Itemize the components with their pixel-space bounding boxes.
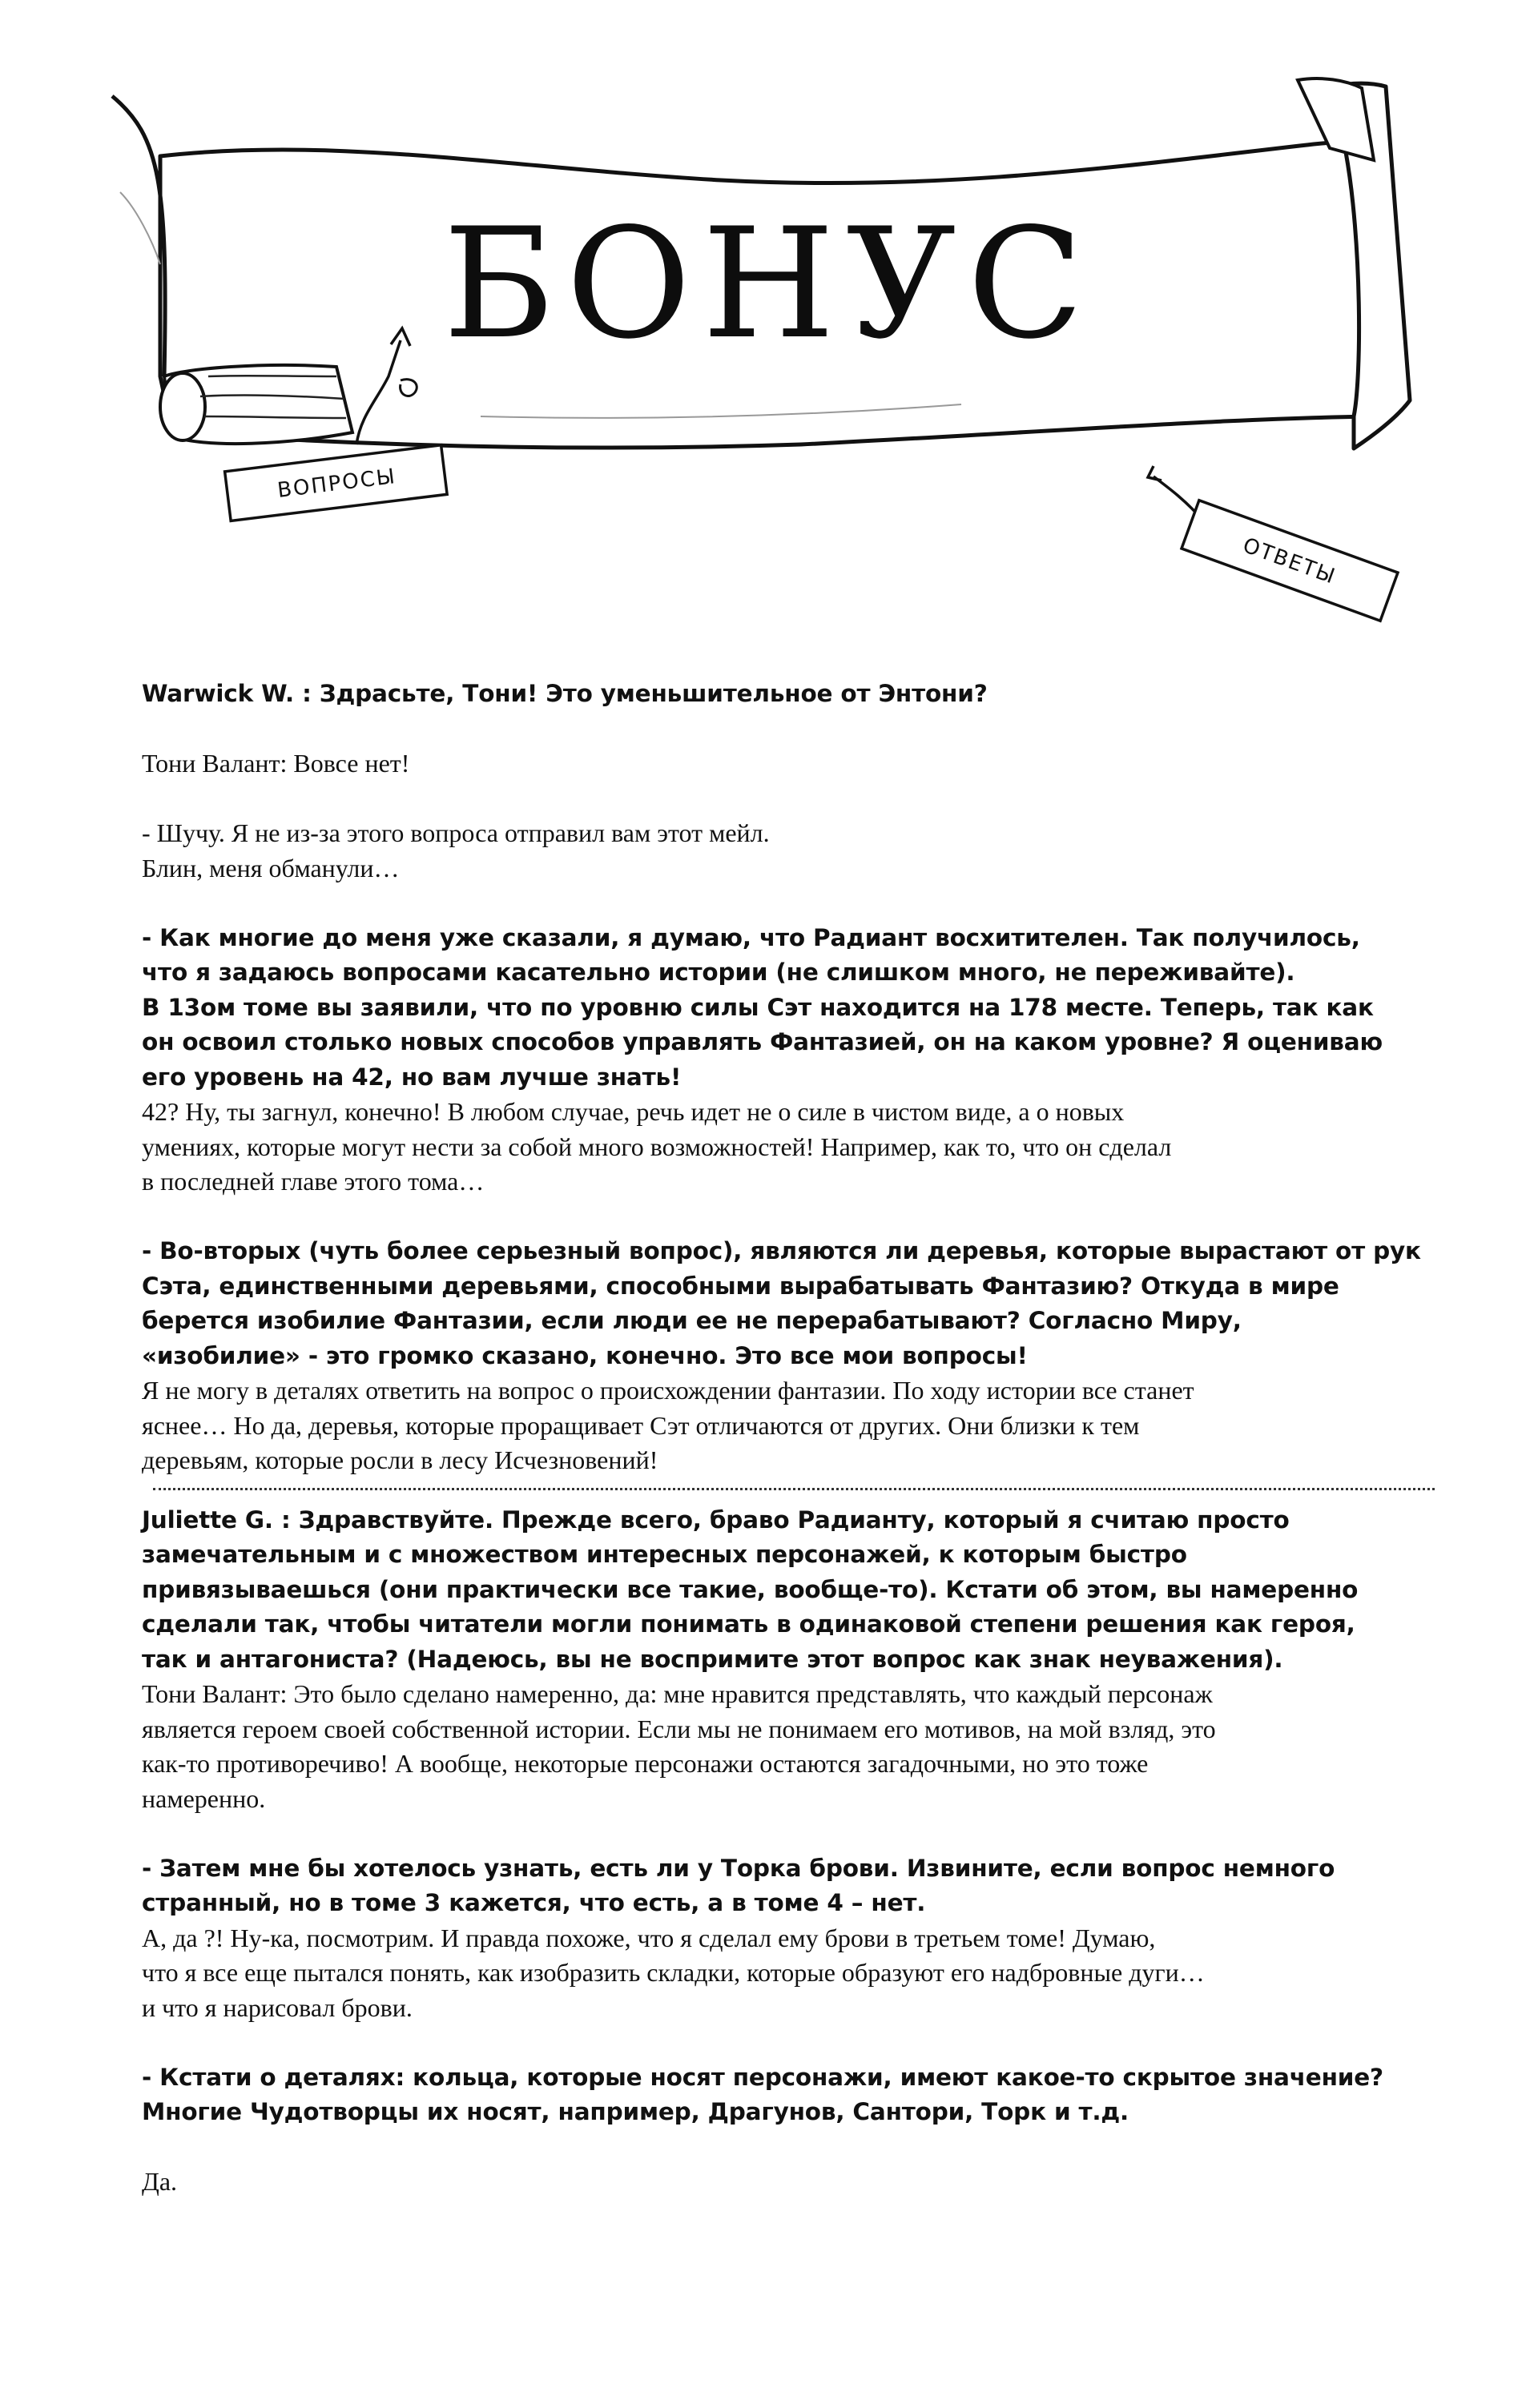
question-rings: - Кстати о деталях: кольца, которые носят персонажи, имеют какое-то скрытое значение? Многие Чудотворцы их носят, например, Драгунов, Сантори, Торк и т.д. (142, 2063, 1383, 2125)
question-trees-fantasy: - Во-вторых (чуть более серьезный вопрос), являются ли деревья, которые вырастают от рук Сэта, единственными деревьями, способными вырабатывать Фантазию? Откуда в мире берется изобилие Фантазии, если люди ее не перерабатывают? Согласно Миру, «изобилие» - это громко сказано, конечно. Это все мои вопросы! (142, 1237, 1421, 1369)
banner-title: БОНУС (443, 195, 1095, 372)
questions-tag-label: ВОПРОСЫ (276, 464, 398, 503)
joke-text: - Шучу. Я не из-за этого вопроса отправил вам этот мейл. Блин, меня обманули… (142, 818, 770, 882)
questions-tag (225, 445, 448, 521)
answer-rings: Да. (142, 2167, 178, 2196)
question-warwick-intro: Warwick W. : Здрасьте, Тони! Это уменьшительное от Энтони? (142, 680, 988, 707)
answers-tag-label: ОТВЕТЫ (1239, 533, 1339, 589)
scroll-roll-end (160, 373, 205, 440)
qa-content (142, 677, 1439, 2200)
answer-not-anthony: Тони Валант: Вовсе нет! (142, 749, 410, 778)
section-divider (153, 1488, 1435, 1490)
answer-set-power-level: 42? Ну, ты загнул, конечно! В любом случае, речь идет не о силе в чистом виде, а о новых умениях, которые могут нести за собой много возможностей! Например, как то, что он сделал в последней главе этого тома… (142, 1097, 1172, 1196)
question-tork-eyebrows: - Затем мне бы хотелось узнать, есть ли у Торка брови. Извините, если вопрос немного странный, но в томе 3 кажется, что есть, а в томе 4 – нет. (142, 1854, 1335, 1916)
question-set-power-level: - Как многие до меня уже сказали, я думаю, что Радиант восхитителен. Так получилось, что я задаюсь вопросами касательно истории (не слишком много, не переживайте). В 13ом томе вы заявили, что по уровню силы Сэт находится на 178 месте. Теперь, так как он освоил столько новых способов управлять Фантазией, он на каком уровне? Я оцениваю его уровень на 42, но вам лучше знать! (142, 923, 1383, 1091)
answers-tag (1182, 500, 1398, 621)
bonus-banner (0, 0, 1538, 641)
answer-tork-eyebrows: А, да ?! Ну-ка, посмотрим. И правда похоже, что я сделал ему брови в третьем томе! Думаю, что я все еще пытался понять, как изобразить складки, которые образуют его надбровные дуги… и что я нарисовал брови. (142, 1923, 1205, 2022)
answer-intentional: Тони Валант: Это было сделано намеренно, да: мне нравится представлять, что каждый персонаж является героем своей собственной истории. Если мы не понимаем его мотивов, на мой взляд, это как-то противоречиво! А вообще, некоторые персонажи остаются загадочными, но это тоже намеренно. (142, 1679, 1216, 1813)
answer-trees-fantasy: Я не могу в деталях ответить на вопрос о происхождении фантазии. По ходу истории все станет яснее… Но да, деревья, которые проращивает Сэт отличаются от других. Они близки к тем деревьям, которые росли в лесу Исчезновений! (142, 1376, 1194, 1474)
question-juliette-intro: Juliette G. : Здравствуйте. Прежде всего, браво Радианту, который я считаю просто замечательным и с множеством интересных персонажей, к которым быстро привязываешься (они практически все такие, вообще-то). Кстати об этом, вы намеренно сделали так, чтобы читатели могли понимать в одинаковой степени решения как героя, так и антагониста? (Надеюсь, вы не воспримите этот вопрос как знак неуважения). (142, 1506, 1359, 1673)
